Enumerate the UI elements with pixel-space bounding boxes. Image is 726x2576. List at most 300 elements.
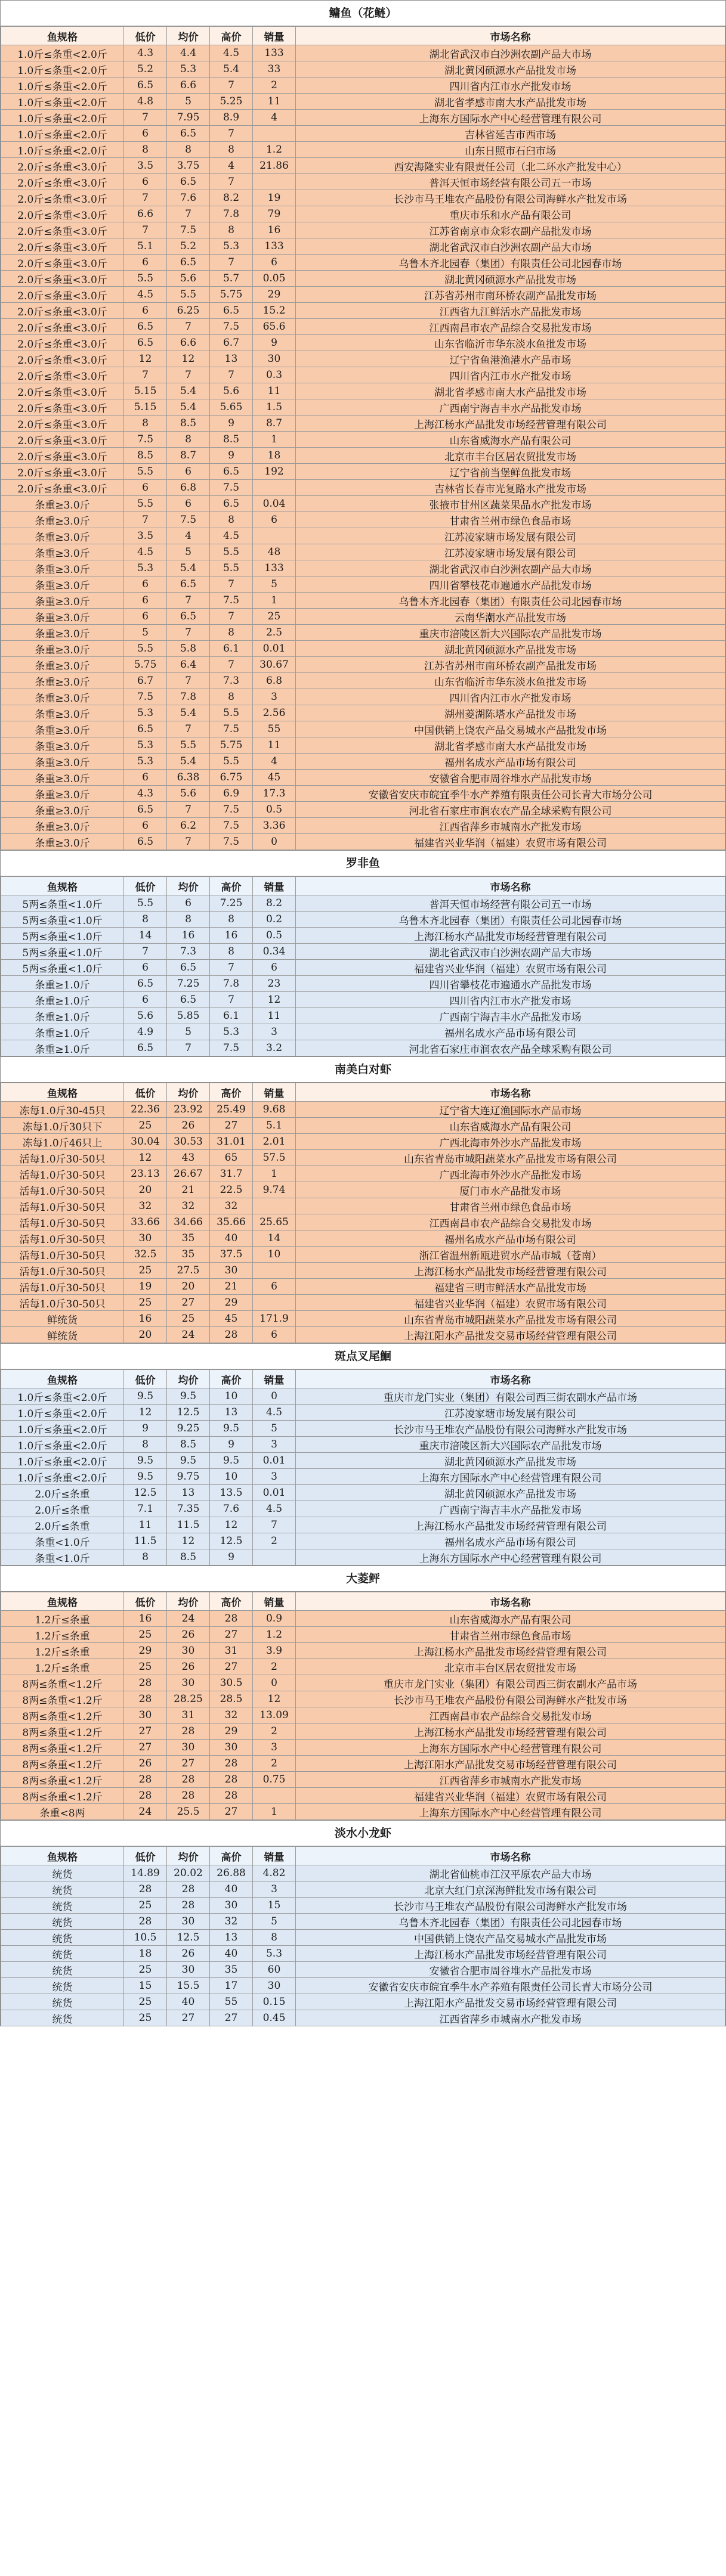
table-row (1, 705, 725, 721)
high-price: 16 (210, 928, 253, 944)
table-row (1, 383, 725, 399)
market-name: 安徽省安庆市皖宜季牛水产养殖有限责任公司长青大市场分公司 (296, 786, 725, 802)
avg-price: 24 (167, 1327, 210, 1343)
market-name: 广西南宁海吉丰水产品批发市场 (296, 1501, 725, 1517)
table-row (1, 1040, 725, 1056)
low-price: 7 (124, 944, 167, 960)
table-row (1, 1691, 725, 1707)
low-price: 16 (124, 1311, 167, 1327)
low-price: 8 (124, 1549, 167, 1566)
low-price: 6 (124, 593, 167, 609)
table-header-row (1, 27, 725, 45)
table-row (1, 1772, 725, 1788)
high-price: 5.6 (210, 383, 253, 399)
market-name: 山东日照市石臼市场 (296, 142, 725, 158)
avg-price: 5 (167, 1024, 210, 1040)
high-price: 12.5 (210, 1533, 253, 1549)
volume: 4.82 (253, 1865, 296, 1881)
table-row (1, 1549, 725, 1566)
fish-spec: 条重<1.0斤 (1, 1533, 124, 1549)
high-price: 28 (210, 1611, 253, 1627)
volume: 25 (253, 609, 296, 625)
avg-price: 7.8 (167, 689, 210, 705)
table-row (1, 1263, 725, 1279)
avg-price: 8.5 (167, 416, 210, 432)
volume: 2.01 (253, 1134, 296, 1150)
volume: 0.34 (253, 944, 296, 960)
table-row (1, 222, 725, 238)
table-row (1, 1024, 725, 1040)
high-price: 9 (210, 1437, 253, 1453)
volume: 133 (253, 560, 296, 576)
low-price: 28 (124, 1675, 167, 1691)
high-price: 4 (210, 158, 253, 174)
high-price: 13 (210, 1930, 253, 1946)
fish-spec: 1.2斤≤条重 (1, 1643, 124, 1659)
table-row (1, 625, 725, 641)
avg-price: 6.25 (167, 303, 210, 319)
table-row (1, 1421, 725, 1437)
market-name: 甘肃省兰州市绿色食品市场 (296, 1627, 725, 1643)
fish-spec: 8两≤条重<1.2斤 (1, 1740, 124, 1756)
fish-spec: 统货 (1, 1978, 124, 1994)
low-price: 11 (124, 1517, 167, 1533)
high-price: 5.5 (210, 705, 253, 721)
high-price: 31.7 (210, 1166, 253, 1182)
low-price: 25 (124, 1994, 167, 2010)
low-price: 29 (124, 1643, 167, 1659)
low-price: 5.15 (124, 383, 167, 399)
table-row (1, 2010, 725, 2026)
high-price: 32 (210, 1914, 253, 1930)
table-row (1, 1230, 725, 1247)
volume: 4.5 (253, 1501, 296, 1517)
market-name: 上海东方国际水产中心经营管理有限公司 (296, 1469, 725, 1485)
avg-price: 6.5 (167, 960, 210, 976)
table-row (1, 944, 725, 960)
volume: 65.6 (253, 319, 296, 335)
volume: 0.3 (253, 367, 296, 383)
table-row (1, 1247, 725, 1263)
volume: 25.65 (253, 1214, 296, 1230)
section-4 (1, 1566, 725, 1820)
avg-price: 21 (167, 1182, 210, 1198)
table-row (1, 960, 725, 976)
volume: 8.2 (253, 895, 296, 912)
low-price: 28 (124, 1691, 167, 1707)
low-price-header: 低价 (124, 1592, 167, 1611)
fish-spec: 条重≥3.0斤 (1, 689, 124, 705)
low-price: 4.3 (124, 45, 167, 61)
high-price-header: 高价 (210, 1083, 253, 1102)
volume: 192 (253, 464, 296, 480)
low-price: 6.5 (124, 1040, 167, 1056)
fish-spec: 1.0斤≤条重<2.0斤 (1, 1421, 124, 1437)
avg-price: 30 (167, 1740, 210, 1756)
section-title: 大菱鲆 (1, 1566, 725, 1592)
table-row (1, 496, 725, 512)
fish-spec: 冻每1.0斤30只下 (1, 1118, 124, 1134)
table-row (1, 1994, 725, 2010)
high-price: 30.5 (210, 1675, 253, 1691)
high-price: 7 (210, 255, 253, 271)
low-price: 20 (124, 1327, 167, 1343)
table-row (1, 238, 725, 255)
fish-spec: 活每1.0斤30-50只 (1, 1214, 124, 1230)
high-price: 28 (210, 1327, 253, 1343)
table-row (1, 609, 725, 625)
table-row (1, 1453, 725, 1469)
market-name: 中国供销上饶农产品交易城水产品批发市场 (296, 1930, 725, 1946)
high-price: 8.9 (210, 110, 253, 126)
high-price: 7 (210, 78, 253, 94)
high-price: 25.49 (210, 1102, 253, 1118)
volume: 6 (253, 1327, 296, 1343)
table-row (1, 416, 725, 432)
volume: 0 (253, 834, 296, 850)
volume: 3 (253, 1024, 296, 1040)
volume: 2.5 (253, 625, 296, 641)
avg-price: 28.25 (167, 1691, 210, 1707)
market-name: 山东省临沂市华东淡水鱼批发市场 (296, 335, 725, 351)
market-name: 山东省青岛市城阳蔬菜水产品批发市场有限公司 (296, 1150, 725, 1166)
fish-spec: 5两≤条重<1.0斤 (1, 960, 124, 976)
low-price: 5.5 (124, 496, 167, 512)
fish-spec: 2.0斤≤条重<3.0斤 (1, 206, 124, 222)
volume: 5 (253, 1914, 296, 1930)
avg-price: 25 (167, 1311, 210, 1327)
table-row (1, 319, 725, 335)
fish-spec: 5两≤条重<1.0斤 (1, 928, 124, 944)
volume (253, 1263, 296, 1279)
high-price: 26.88 (210, 1865, 253, 1881)
avg-price: 5.4 (167, 383, 210, 399)
low-price: 6 (124, 770, 167, 786)
table-row (1, 142, 725, 158)
fish-spec: 统货 (1, 1930, 124, 1946)
table-row (1, 1166, 725, 1182)
fish-spec: 2.0斤≤条重<3.0斤 (1, 190, 124, 206)
market-header: 市场名称 (296, 1370, 725, 1388)
low-price: 5.5 (124, 895, 167, 912)
high-price: 5.75 (210, 287, 253, 303)
table-row (1, 1675, 725, 1691)
volume: 9.74 (253, 1182, 296, 1198)
volume: 12 (253, 1691, 296, 1707)
market-name: 湖北黄冈硕源水产品批发市场 (296, 1453, 725, 1469)
high-price: 5.5 (210, 754, 253, 770)
volume: 6 (253, 960, 296, 976)
low-price: 5.3 (124, 560, 167, 576)
market-name: 上海东方国际水产中心经营管理有限公司 (296, 110, 725, 126)
market-name: 四川省内江市水产批发市场 (296, 992, 725, 1008)
volume (253, 1295, 296, 1311)
price-table (1, 876, 725, 1056)
low-price: 7 (124, 190, 167, 206)
volume: 2 (253, 78, 296, 94)
market-name: 上海江杨水产品批发市场经营管理有限公司 (296, 1946, 725, 1962)
fish-spec: 1.0斤≤条重<2.0斤 (1, 78, 124, 94)
volume: 21.86 (253, 158, 296, 174)
market-name: 山东省临沂市华东淡水鱼批发市场 (296, 673, 725, 689)
high-price-header: 高价 (210, 877, 253, 895)
fish-spec: 2.0斤≤条重<3.0斤 (1, 383, 124, 399)
market-name: 甘肃省兰州市绿色食品市场 (296, 1198, 725, 1214)
fish-spec: 条重≥1.0斤 (1, 1008, 124, 1024)
fish-spec: 条重≥1.0斤 (1, 1024, 124, 1040)
avg-price: 7 (167, 673, 210, 689)
avg-price: 23.92 (167, 1102, 210, 1118)
table-row (1, 1756, 725, 1772)
table-row (1, 1946, 725, 1962)
volume: 55 (253, 721, 296, 737)
table-row (1, 1707, 725, 1723)
avg-price: 6 (167, 895, 210, 912)
table-row (1, 1627, 725, 1643)
market-header: 市场名称 (296, 27, 725, 45)
market-name: 乌鲁木齐北园春（集团）有限责任公司北园春市场 (296, 593, 725, 609)
volume: 5 (253, 1421, 296, 1437)
volume: 8 (253, 1930, 296, 1946)
high-price: 27 (210, 2010, 253, 2026)
market-name: 湖北黄冈硕源水产品批发市场 (296, 641, 725, 657)
fish-spec: 统货 (1, 1962, 124, 1978)
high-price: 6.5 (210, 303, 253, 319)
section-title: 鳙鱼（花鲢） (1, 0, 725, 26)
low-price: 5.3 (124, 737, 167, 754)
table-row (1, 1517, 725, 1533)
fish-spec: 1.0斤≤条重<2.0斤 (1, 45, 124, 61)
high-price: 28 (210, 1772, 253, 1788)
table-row (1, 1723, 725, 1740)
market-name: 山东省威海水产品有限公司 (296, 432, 725, 448)
avg-price-header: 均价 (167, 1592, 210, 1611)
high-price: 4.5 (210, 528, 253, 544)
table-row (1, 158, 725, 174)
table-row (1, 1311, 725, 1327)
low-price: 8 (124, 416, 167, 432)
high-price: 6.5 (210, 496, 253, 512)
high-price: 31 (210, 1643, 253, 1659)
market-name: 厦门市水产品批发市场 (296, 1182, 725, 1198)
table-row (1, 1930, 725, 1946)
fish-spec: 条重≥3.0斤 (1, 609, 124, 625)
table-row (1, 1881, 725, 1898)
avg-price: 6 (167, 496, 210, 512)
avg-price: 27 (167, 2010, 210, 2026)
avg-price: 35 (167, 1247, 210, 1263)
fish-spec: 2.0斤≤条重<3.0斤 (1, 255, 124, 271)
fish-spec: 条重≥1.0斤 (1, 976, 124, 992)
volume: 2 (253, 1723, 296, 1740)
fish-spec: 2.0斤≤条重<3.0斤 (1, 174, 124, 190)
volume: 0.75 (253, 1772, 296, 1788)
high-price: 5.3 (210, 238, 253, 255)
volume: 4 (253, 754, 296, 770)
table-row (1, 754, 725, 770)
market-name: 四川省内江市水产批发市场 (296, 367, 725, 383)
table-row (1, 721, 725, 737)
low-price: 30.04 (124, 1134, 167, 1150)
fish-spec: 条重≥3.0斤 (1, 754, 124, 770)
low-price: 12.5 (124, 1485, 167, 1501)
avg-price: 7.3 (167, 944, 210, 960)
volume: 1.2 (253, 142, 296, 158)
market-name: 福建省兴业华润（福建）农贸市场有限公司 (296, 834, 725, 850)
table-row (1, 770, 725, 786)
low-price: 28 (124, 1881, 167, 1898)
avg-price: 13 (167, 1485, 210, 1501)
section-0 (1, 0, 725, 850)
high-price: 30 (210, 1263, 253, 1279)
market-name: 江苏省苏州市南环桥农副产品批发市场 (296, 287, 725, 303)
avg-price: 6.4 (167, 657, 210, 673)
low-price: 28 (124, 1914, 167, 1930)
table-row (1, 61, 725, 78)
volume: 11 (253, 1008, 296, 1024)
avg-price: 32 (167, 1198, 210, 1214)
table-row (1, 1659, 725, 1675)
volume: 3 (253, 689, 296, 705)
market-name: 四川省攀枝花市遍通水产品批发市场 (296, 976, 725, 992)
avg-price: 6.2 (167, 818, 210, 834)
low-price: 5.5 (124, 271, 167, 287)
avg-price: 5.4 (167, 705, 210, 721)
high-price: 9 (210, 1549, 253, 1566)
avg-price: 7.25 (167, 976, 210, 992)
market-name: 上海江杨水产品批发市场经营管理有限公司 (296, 1723, 725, 1740)
volume: 16 (253, 222, 296, 238)
market-name: 甘肃省兰州市绿色食品市场 (296, 512, 725, 528)
avg-price: 5.4 (167, 560, 210, 576)
avg-price: 28 (167, 1788, 210, 1804)
volume: 17.3 (253, 786, 296, 802)
table-header-row (1, 1847, 725, 1865)
low-price: 22.36 (124, 1102, 167, 1118)
volume: 2.56 (253, 705, 296, 721)
fish-spec: 2.0斤≤条重<3.0斤 (1, 287, 124, 303)
volume: 19 (253, 190, 296, 206)
fish-spec: 2.0斤≤条重<3.0斤 (1, 222, 124, 238)
table-row (1, 432, 725, 448)
high-price: 5.5 (210, 560, 253, 576)
low-price: 19 (124, 1279, 167, 1295)
avg-price: 7 (167, 206, 210, 222)
market-name: 吉林省延吉市西市场 (296, 126, 725, 142)
low-price: 6 (124, 303, 167, 319)
fish-spec: 条重≥3.0斤 (1, 721, 124, 737)
low-price: 7.5 (124, 432, 167, 448)
volume: 1 (253, 432, 296, 448)
high-price: 5.4 (210, 61, 253, 78)
avg-price: 7.35 (167, 1501, 210, 1517)
market-name: 上海江阳水产品批发交易市场经营管理有限公司 (296, 1994, 725, 2010)
fish-spec: 2.0斤≤条重 (1, 1501, 124, 1517)
low-price: 16 (124, 1611, 167, 1627)
avg-price: 12 (167, 351, 210, 367)
avg-price: 8.5 (167, 1549, 210, 1566)
avg-price: 7 (167, 593, 210, 609)
fish-spec: 条重≥3.0斤 (1, 496, 124, 512)
volume: 0.45 (253, 2010, 296, 2026)
fish-spec: 统货 (1, 1898, 124, 1914)
fish-spec: 1.0斤≤条重<2.0斤 (1, 1469, 124, 1485)
low-price: 25 (124, 1659, 167, 1675)
avg-price: 7.6 (167, 190, 210, 206)
volume: 3 (253, 1740, 296, 1756)
low-price: 25 (124, 1118, 167, 1134)
fish-spec: 2.0斤≤条重<3.0斤 (1, 319, 124, 335)
volume: 12 (253, 992, 296, 1008)
avg-price: 7 (167, 802, 210, 818)
high-price: 35.66 (210, 1214, 253, 1230)
low-price: 12 (124, 1150, 167, 1166)
table-row (1, 895, 725, 912)
market-name: 辽宁省大连辽渔国际水产品市场 (296, 1102, 725, 1118)
table-row (1, 1388, 725, 1405)
fish-spec: 统货 (1, 1914, 124, 1930)
market-name: 广西北海市外沙水产品批发市场 (296, 1134, 725, 1150)
high-price: 7.3 (210, 673, 253, 689)
table-row (1, 126, 725, 142)
low-price: 8 (124, 142, 167, 158)
high-price: 10 (210, 1388, 253, 1405)
fish-spec: 活每1.0斤30-50只 (1, 1279, 124, 1295)
table-row (1, 992, 725, 1008)
low-price: 5.3 (124, 754, 167, 770)
volume (253, 480, 296, 496)
avg-price: 26 (167, 1627, 210, 1643)
fish-spec: 条重≥1.0斤 (1, 1040, 124, 1056)
high-price: 9.5 (210, 1421, 253, 1437)
spec-header: 鱼规格 (1, 27, 124, 45)
fish-spec: 条重≥3.0斤 (1, 576, 124, 593)
market-name: 张掖市甘州区蔬菜果品水产批发市场 (296, 496, 725, 512)
market-name: 辽宁省鱼港渔港水产品市场 (296, 351, 725, 367)
table-row (1, 657, 725, 673)
avg-price: 8.5 (167, 1437, 210, 1453)
avg-price: 5.6 (167, 786, 210, 802)
volume: 29 (253, 287, 296, 303)
volume: 0 (253, 1675, 296, 1691)
market-name: 上海江杨水产品批发市场经营管理有限公司 (296, 1263, 725, 1279)
high-price: 13 (210, 1405, 253, 1421)
volume: 60 (253, 1962, 296, 1978)
volume: 5.3 (253, 1946, 296, 1962)
low-price: 5.15 (124, 399, 167, 416)
market-name: 四川省攀枝花市遍通水产品批发市场 (296, 576, 725, 593)
high-price: 40 (210, 1881, 253, 1898)
low-price-header: 低价 (124, 1847, 167, 1865)
avg-price: 6.6 (167, 335, 210, 351)
fish-spec: 1.0斤≤条重<2.0斤 (1, 1437, 124, 1453)
avg-price: 6.5 (167, 126, 210, 142)
market-name: 江西南昌市农产品综合交易批发市场 (296, 1214, 725, 1230)
market-name: 安徽省安庆市皖宜季牛水产养殖有限责任公司长青大市场分公司 (296, 1978, 725, 1994)
fish-spec: 冻每1.0斤30-45只 (1, 1102, 124, 1118)
market-name: 上海东方国际水产中心经营管理有限公司 (296, 1740, 725, 1756)
price-table (1, 1846, 725, 2026)
volume (253, 126, 296, 142)
market-name: 吉林省长春市光复路水产批发市场 (296, 480, 725, 496)
volume: 45 (253, 770, 296, 786)
table-row (1, 335, 725, 351)
table-row (1, 976, 725, 992)
high-price: 7 (210, 960, 253, 976)
fish-spec: 统货 (1, 1865, 124, 1881)
avg-price: 27 (167, 1756, 210, 1772)
high-price: 6.5 (210, 464, 253, 480)
